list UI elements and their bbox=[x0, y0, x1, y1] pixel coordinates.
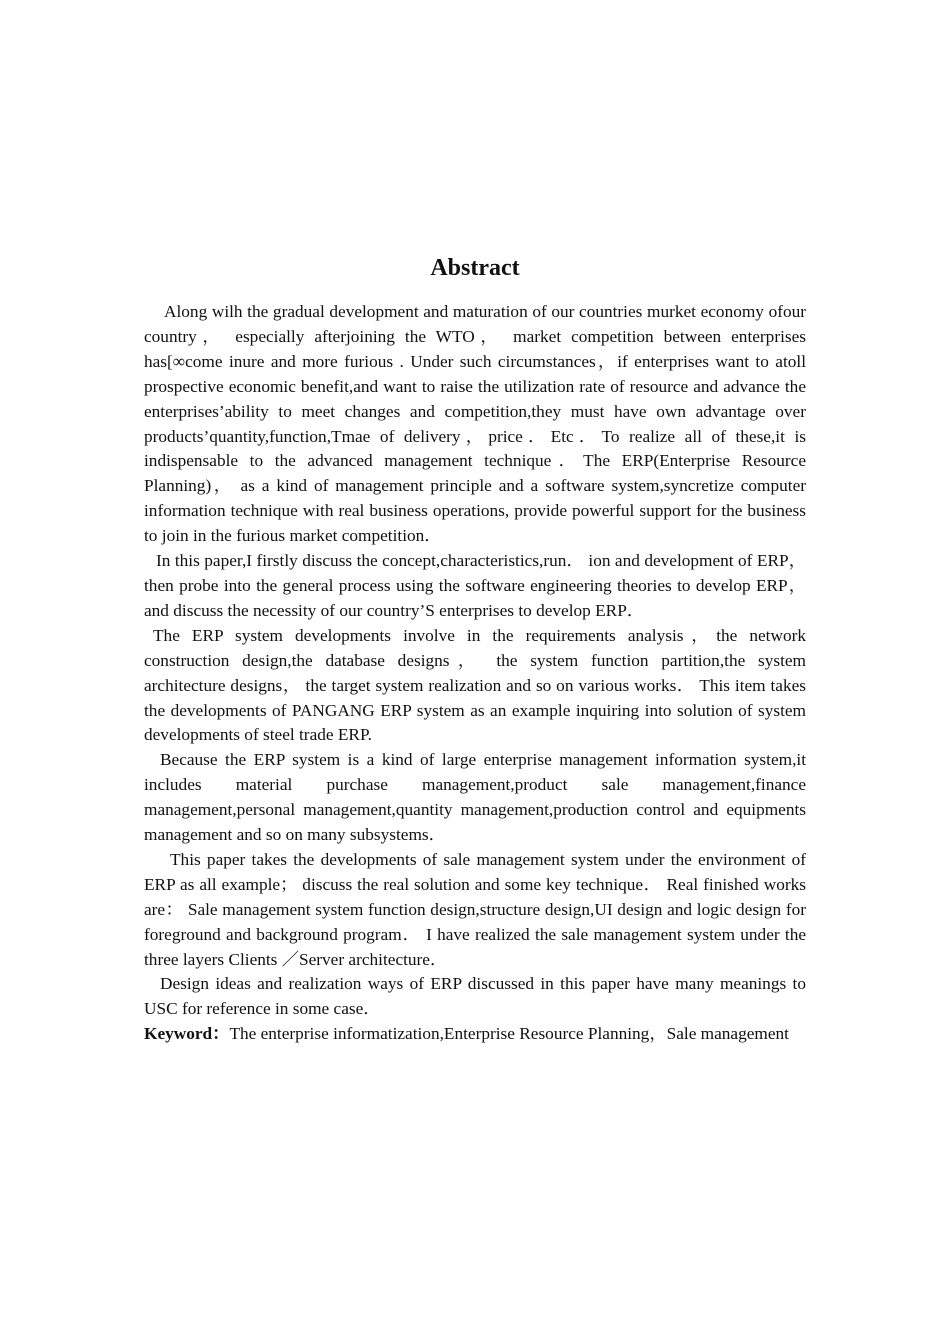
keyword-text: The enterprise informatization,Enterprise Resource Planning，Sale management bbox=[229, 1024, 789, 1044]
paragraph-paper-scope: In this paper,I firstly discuss the concept,characteristics,run． ion and development of ERP，then probe into the general process using the software engineering theories to develop ERP， and discuss the necessity of our country’S enterprises to develop ERP． bbox=[144, 551, 806, 620]
abstract-body bbox=[144, 300, 806, 1047]
paragraph-system-development: The ERP system developments involve in the requirements analysis，the network construction design,the database designs， the system function partition,the system architecture designs， the target system realization and so on various works． This item takes the developments of PANGANG ERP system as an example inquiring into solution of system developments of steel trade ERP. bbox=[144, 625, 806, 745]
keyword-label: Keyword： bbox=[144, 1024, 230, 1044]
paragraph-erp-subsystems: Because the ERP system is a kind of large enterprise management information system,it includes material purchase management,product sale management,finance management,personal management,quantity management,production control and equipments management and so on many subsystems． bbox=[144, 750, 806, 845]
keyword-line bbox=[144, 1022, 812, 1047]
paragraph-intro: Along wilh the gradual development and maturation of our countries murket economy ofour country， especially afterjoining the WTO， market competition between enterprises has[∞come inure and more furious . Under such circumstances，if enterprises want to atoll prospective economic benefit,and want to raise the utilization rate of resource and advance the enterprises’ability to meet changes and competition,they must have own advantage over products’quantity,function,Tmae of delivery，price．Etc．To realize all of these,it is indispensable to the advanced management technique．The ERP(Enterprise Resource Planning)， as a kind of management principle and a software system,syncretize computer information technique with real business operations, provide powerful support for the business to join in the furious market competition． bbox=[144, 302, 806, 546]
paragraph-sale-management: This paper takes the developments of sale management system under the environment of ERP as all example； discuss the real solution and some key technique． Real finished works are： Sale management system function design,structure design,UI design and logic design for foreground and background program． I have realized the sale management system under the three layers Clients ／Server architecture． bbox=[144, 849, 806, 969]
paragraph-design-ideas: Design ideas and realization ways of ERP discussed in this paper have many meanings to USC for reference in some case． bbox=[144, 974, 806, 1019]
abstract-title: Abstract bbox=[430, 255, 520, 281]
